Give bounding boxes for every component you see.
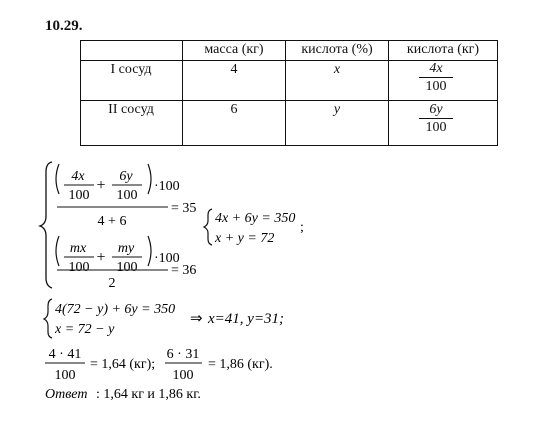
calc2-num: 6 · 31 [166, 347, 200, 362]
row2-label: II сосуд [108, 102, 154, 117]
system-brace [40, 162, 52, 288]
plus-sign: + [96, 177, 106, 194]
small-brace [204, 209, 212, 245]
eq1-frac1-num: 4x [71, 169, 85, 184]
fraction-numerator: 4x [429, 61, 443, 76]
calc1-num: 4 · 41 [48, 347, 82, 362]
row2-acid-pct: y [333, 102, 341, 117]
eq2-frac1-num: mx [69, 241, 87, 256]
solution-result: x=41, y=31; [208, 311, 285, 327]
semicolon: ; [300, 220, 304, 235]
implies-arrow: ⇒ [190, 311, 203, 327]
problem-number: 10.29. [45, 18, 83, 34]
eq1-frac1-den: 100 [68, 188, 90, 203]
header-acid-kg: кислота (кг) [406, 42, 480, 57]
calc2-result: = 1,86 (кг). [208, 357, 273, 372]
fraction-numerator: 6y [429, 102, 443, 117]
eq2-frac2-den: 100 [116, 260, 138, 275]
eq1-mult: ·100 [154, 179, 180, 194]
eq2-rhs: = 36 [171, 263, 197, 278]
system2-brace [44, 299, 52, 338]
eq2-frac1-den: 100 [68, 260, 90, 275]
plus-sign: + [96, 249, 106, 266]
calc1-den: 100 [54, 368, 76, 383]
eq1-rhs: = 35 [171, 201, 197, 216]
answer-text: : 1,64 кг и 1,86 кг. [96, 387, 201, 402]
eq1-frac2-den: 100 [116, 188, 138, 203]
row1-label: I сосуд [110, 62, 152, 77]
calc1-result: = 1,64 (кг); [90, 357, 156, 372]
answer-label: Ответ [45, 387, 88, 402]
row2-mass: 6 [230, 102, 238, 117]
eq2-frac2-num: my [117, 241, 135, 256]
right-paren [148, 164, 151, 194]
left-paren [56, 164, 59, 194]
right-paren [148, 236, 151, 266]
simplified-eq2: x + y = 72 [215, 231, 275, 246]
header-acid-pct: кислота (%) [301, 42, 373, 57]
eq1-frac2-num: 6y [119, 169, 133, 184]
calc2-den: 100 [172, 368, 194, 383]
row1-mass: 4 [230, 62, 238, 77]
left-paren [56, 236, 59, 266]
fraction-denominator: 100 [425, 120, 447, 136]
eq2-mult: ·100 [154, 251, 180, 266]
row1-acid-pct: x [333, 62, 341, 77]
eq1-denominator: 4 + 6 [97, 214, 127, 229]
header-mass: масса (кг) [204, 42, 264, 57]
system2-line1: 4(72 − y) + 6y = 350 [55, 302, 176, 317]
simplified-eq1: 4x + 6y = 350 [215, 211, 296, 226]
fraction-denominator: 100 [425, 79, 447, 95]
eq2-denominator: 2 [108, 276, 116, 291]
system2-line2: x = 72 − y [55, 322, 115, 337]
